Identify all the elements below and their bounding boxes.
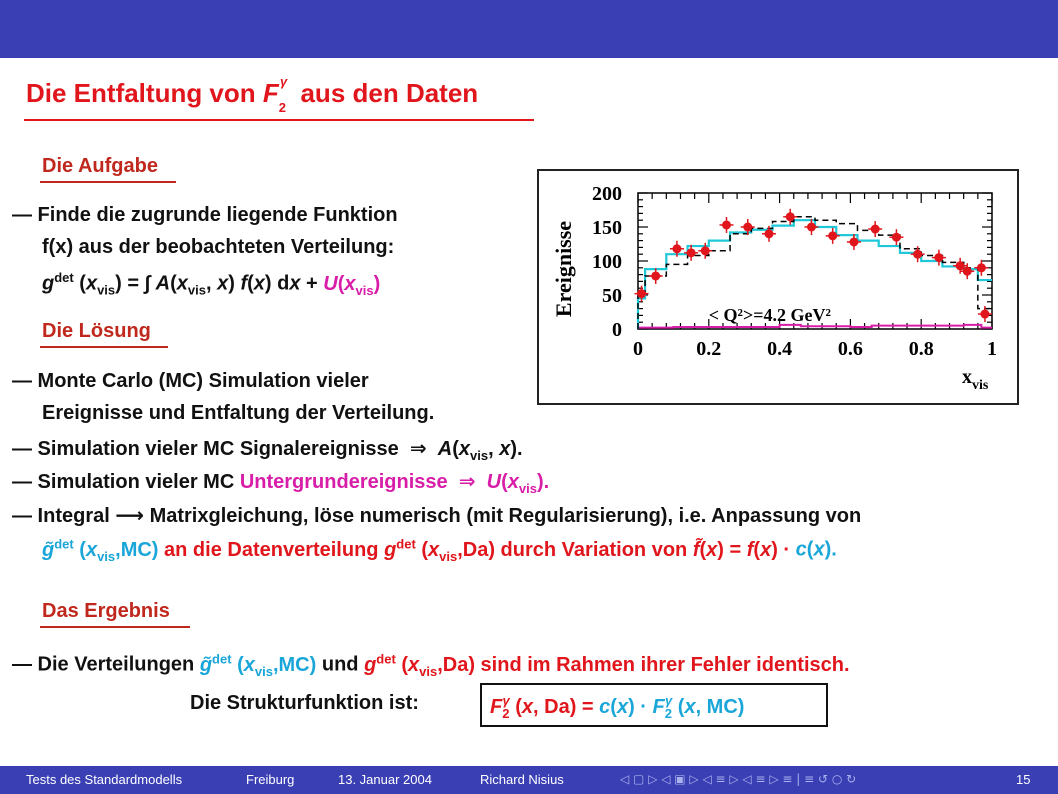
y-tick-label: 50 [602, 285, 622, 307]
title-underline [24, 119, 534, 121]
y-tick-label: 0 [612, 319, 622, 341]
x-tick-label: 0.2 [696, 338, 722, 360]
data-point [892, 233, 901, 242]
page-number: 15 [1016, 772, 1031, 787]
data-point [963, 267, 972, 276]
data-point [828, 231, 837, 240]
navigation-icons[interactable]: ◁ ▢ ▷ ◁ ▣ ▷ ◁ ≡ ▷ ◁ ≡ ▷ ≡ | ≡ ↺ ○ ↻ [620, 772, 857, 786]
section-heading-loesung: Die Lösung [42, 320, 151, 342]
aufgabe-line-1: — Finde die zugrunde liegende Funktion [12, 204, 398, 226]
loesung-line-1: — Monte Carlo (MC) Simulation vieler [12, 370, 369, 392]
loesung-line-2: Ereignisse und Entfaltung der Verteilung. [42, 402, 435, 424]
footer-date: 13. Januar 2004 [338, 772, 432, 787]
section-heading-ergebnis: Das Ergebnis [42, 600, 170, 622]
x-tick-label: 0 [633, 338, 643, 360]
data-point [807, 223, 816, 232]
data-point [687, 248, 696, 257]
footer-talk-title: Tests des Standardmodells [26, 772, 183, 787]
data-point [764, 229, 773, 238]
section-rule-ergebnis [40, 626, 190, 628]
data-point [672, 244, 681, 253]
loesung-line-3: — Simulation vieler MC Signalereignisse ⇒ $A(x_{vis}$, x). [12, 438, 523, 463]
section-rule-aufgabe [40, 181, 176, 183]
section-rule-loesung [40, 346, 168, 348]
result-formula: $F_2^\gamma$ (x, $Da) = c(x) \cdot F_2^\gamma$ (x, MC) [490, 693, 745, 721]
slide-title: Die Entfaltung von $F_2^\gamma$ aus den Daten [26, 74, 479, 116]
loesung-line-4: — Simulation vieler MC Untergrundereignisse ⇒ $U(x_{vis})$. [12, 471, 550, 496]
x-tick-label: 0.6 [837, 338, 863, 360]
y-tick-label: 100 [592, 251, 622, 273]
x-tick-label: 0.8 [908, 338, 934, 360]
y-tick-label: 200 [592, 183, 622, 205]
data-point [956, 261, 965, 270]
data-point [701, 246, 710, 255]
chart-annotation: < Q²>=4.2 GeV² [708, 304, 831, 325]
y-axis-label: Ereignisse [551, 220, 576, 318]
data-point [722, 220, 731, 229]
data-point [786, 212, 795, 221]
data-point [977, 263, 986, 272]
loesung-line-5: — Integral ⟶ Matrixgleichung, löse numerisch (mit Regularisierung), i.e. Anpassung von [12, 505, 862, 527]
data-point [743, 223, 752, 232]
y-tick-label: 150 [592, 217, 622, 239]
aufgabe-line-2: f(x) aus der beobachteten Verteilung: [42, 236, 395, 258]
aufgabe-formula: $g^{det}$ $(x_{vis})$ = ∫ $A(x_{vis}$, x) f(x) dx + $U(x_{vis})$ [42, 270, 381, 298]
ergebnis-line-1: — Die Verteilungen g̃$^{det}$ $(x_{vis},MC)$ und $g^{det}$ $(x_{vis},Da)$ sind im Rahmen ihrer Fehler identisch. [12, 651, 850, 679]
top-banner [0, 0, 1058, 58]
data-point [651, 271, 660, 280]
ergebnis-line-2: Die Strukturfunktion ist: [190, 692, 419, 714]
section-heading-aufgabe: Die Aufgabe [42, 155, 158, 177]
footer-bar [0, 766, 1058, 794]
data-point [871, 225, 880, 234]
x-tick-label: 1 [987, 338, 997, 360]
data-point [849, 237, 858, 246]
footer-author: Richard Nisius [480, 772, 564, 787]
data-point [934, 253, 943, 262]
data-point [637, 289, 646, 298]
result-formula-box [480, 683, 828, 727]
footer-place: Freiburg [246, 772, 295, 787]
x-tick-label: 0.4 [767, 338, 793, 360]
data-point [913, 250, 922, 259]
chart-svg [539, 171, 1017, 403]
x-axis-label: $x_{vis}$ [962, 366, 989, 393]
loesung-line-6: g̃$^{det}$ $(x_{vis},MC)$ an die Datenverteilung $g^{det}$ $(x_{vis},Da)$ durch Variation von f̃(x) = f(x) · c(x). [42, 536, 837, 564]
chart-frame [537, 169, 1019, 405]
data-point [980, 310, 989, 319]
